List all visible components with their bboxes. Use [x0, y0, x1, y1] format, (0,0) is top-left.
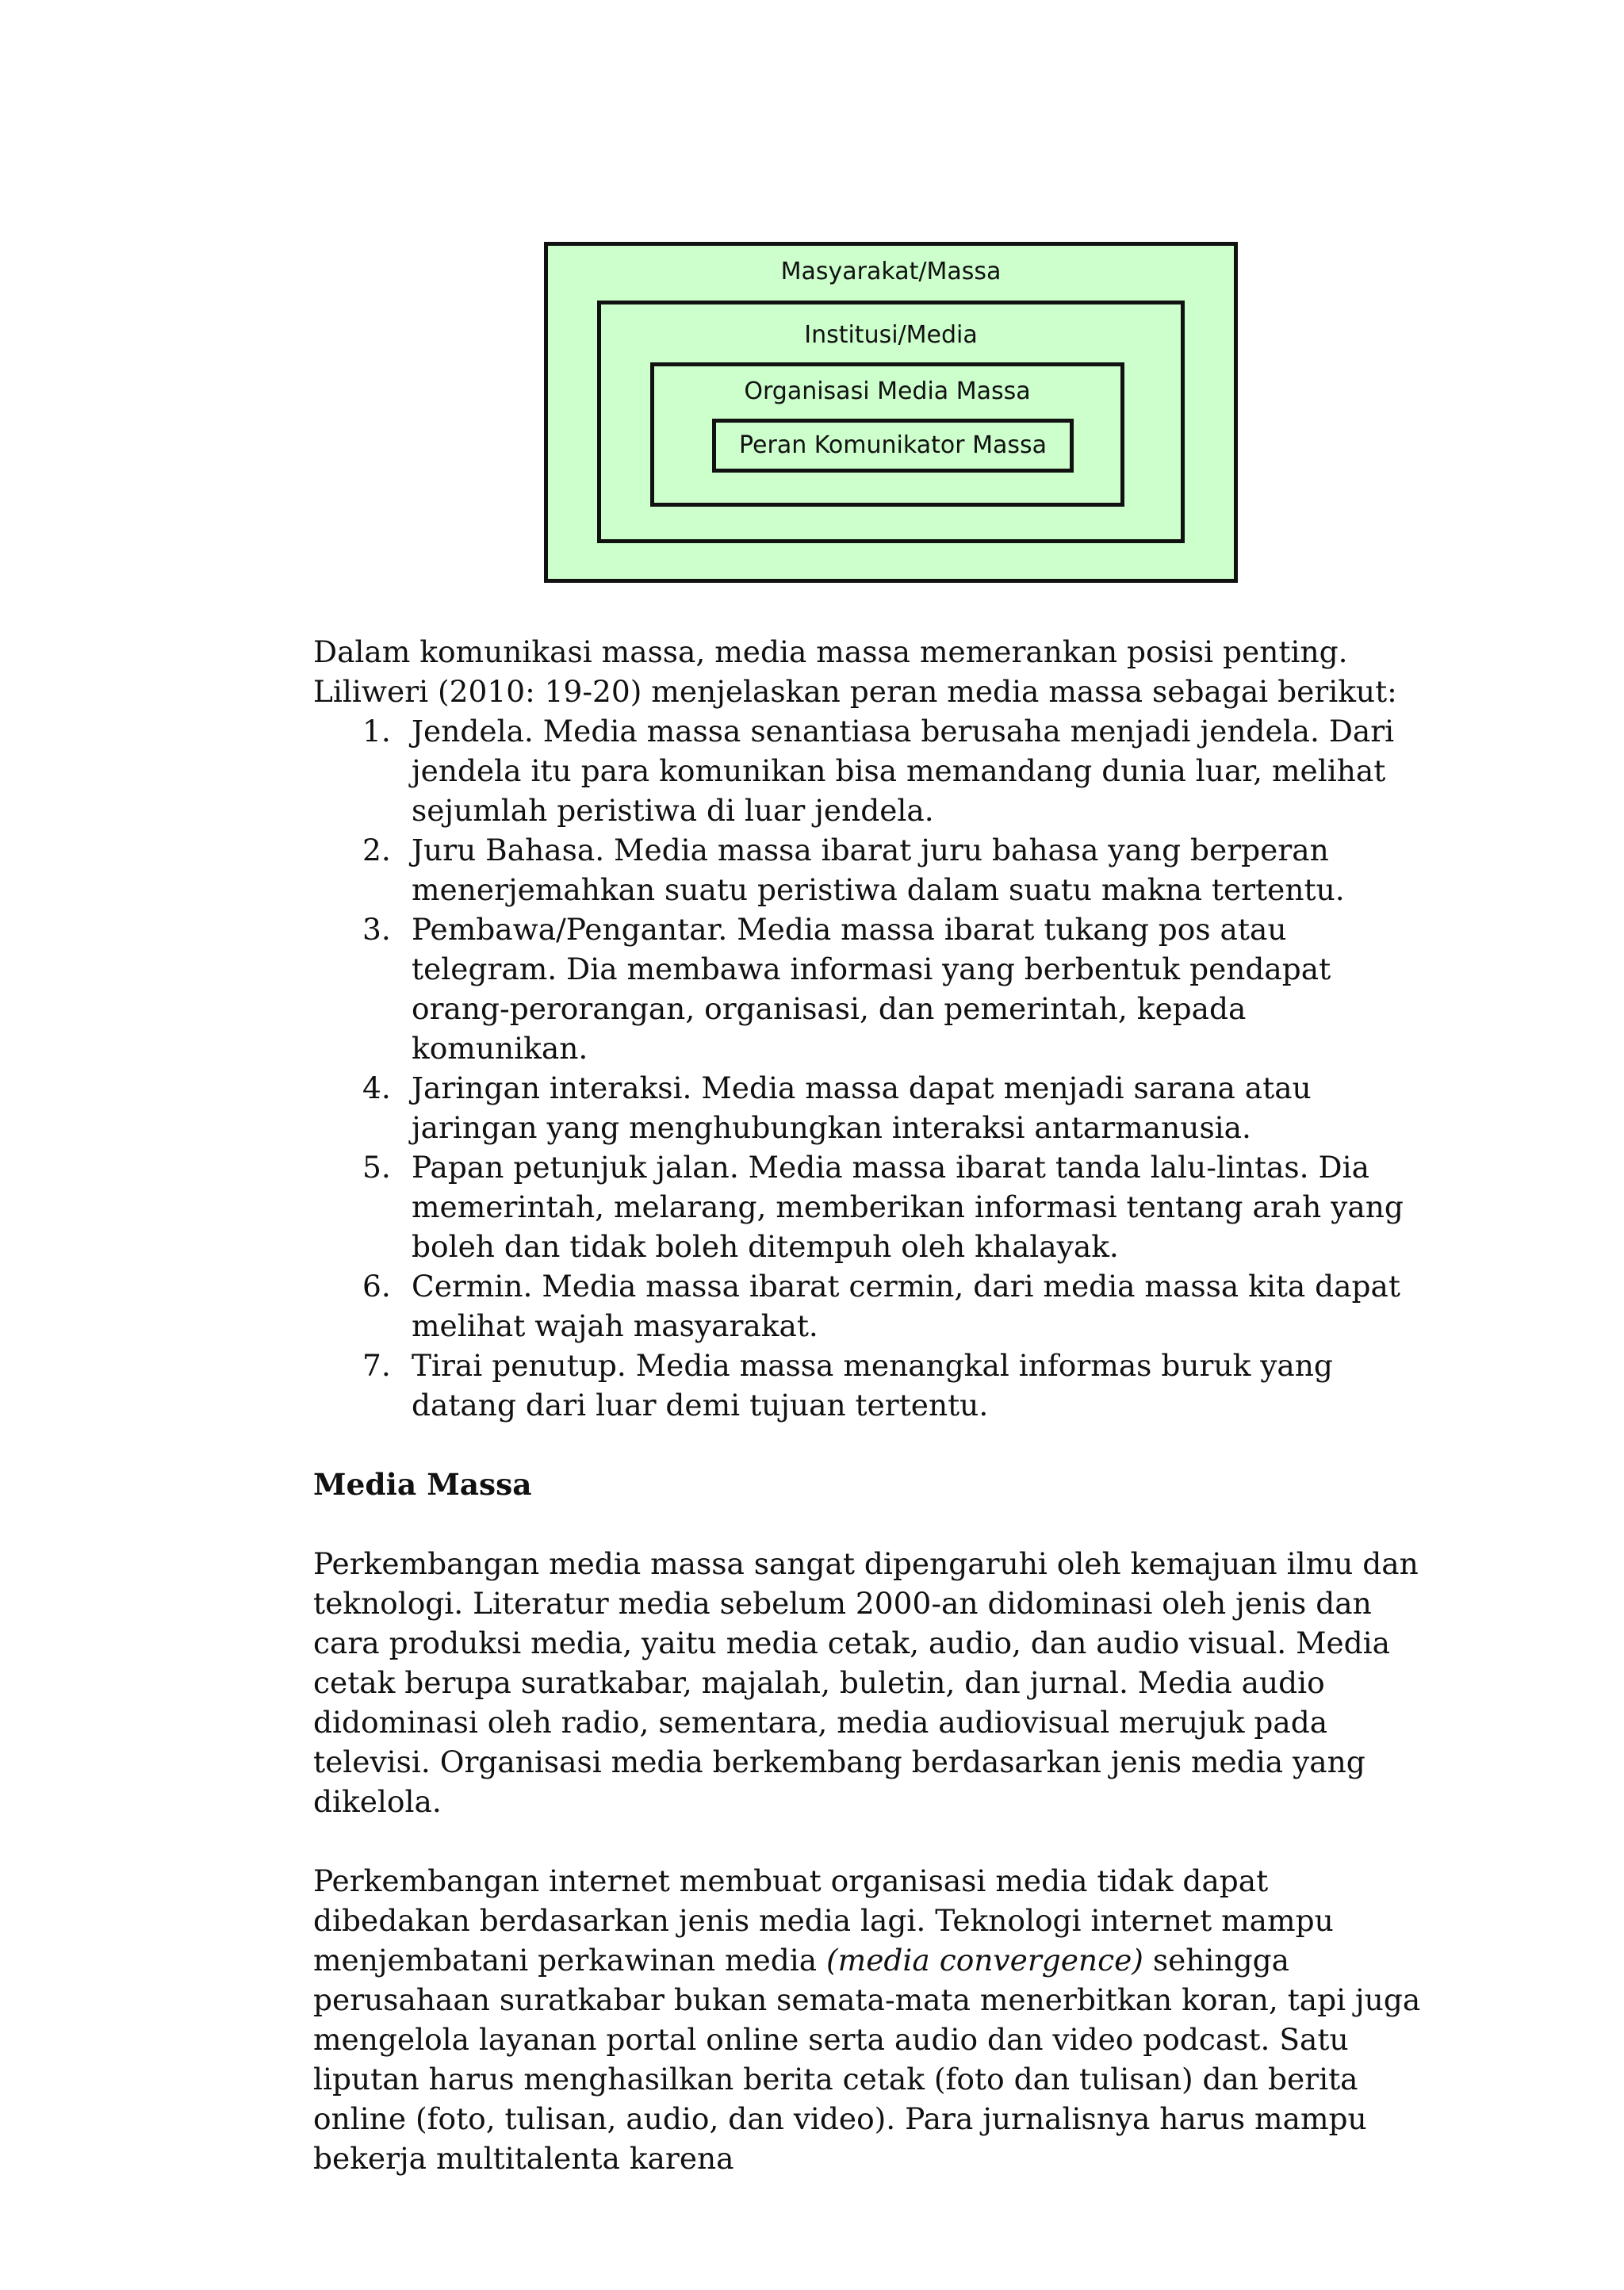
list-item	[313, 830, 1423, 909]
paragraph-2-italic: (media convergence)	[826, 1943, 1143, 1978]
paragraph-2-part-2: sehingga perusahaan suratkabar bukan semata-mata menerbitkan koran, tapi juga mengelola layanan portal online serta audio dan video podcast. Satu liputan harus menghasilkan berita cetak (foto dan tulisan) dan berita online (foto, tulisan, audio, dan video). Para jurnalisnya harus mampu bekerja multitalenta karena	[313, 1943, 1421, 2176]
document-body	[313, 632, 1423, 2178]
list-text: Cermin. Media massa ibarat cermin, dari media massa kita dapat melihat wajah masyarakat.	[412, 1269, 1400, 1343]
list-number: 2.	[362, 833, 391, 867]
list-text: Tirai penutup. Media massa menangkal informas buruk yang datang dari luar demi tujuan tertentu.	[412, 1348, 1333, 1423]
list-number: 7.	[362, 1348, 391, 1383]
paragraph-2-part-1: Perkembangan internet membuat organisasi media tidak dapat dibedakan berdasarkan jenis media lagi. Teknologi internet mampu menjembatani perkawinan media	[313, 1863, 1334, 1978]
list-number: 6.	[362, 1269, 391, 1304]
list-item	[313, 1068, 1423, 1147]
label-masyarakat-massa: Masyarakat/Massa	[780, 258, 1002, 285]
nested-media-diagram	[0, 0, 1624, 603]
paragraph-1: Perkembangan media massa sangat dipengaruhi oleh kemajuan ilmu dan teknologi. Literatur media sebelum 2000-an didominasi oleh jenis dan cara produksi media, yaitu media cetak, audio, dan audio visual. Media cetak berupa suratkabar, majalah, buletin, dan jurnal. Media audio didominasi oleh radio, sementara, media audiovisual merujuk pada televisi. Organisasi media berkembang berdasarkan jenis media yang dikelola.	[313, 1546, 1419, 1819]
intro-line-1: Dalam komunikasi massa, media massa memerankan posisi penting.	[313, 634, 1348, 669]
list-item	[313, 909, 1423, 1068]
list-number: 5.	[362, 1150, 391, 1185]
list-number: 4.	[362, 1070, 391, 1105]
list-text: Papan petunjuk jalan. Media massa ibarat tanda lalu-lintas. Dia memerintah, melarang, memberikan informasi tentang arah yang boleh dan tidak boleh ditempuh oleh khalayak.	[412, 1150, 1404, 1264]
roles-list	[313, 711, 1423, 1425]
label-organisasi-media-massa: Organisasi Media Massa	[744, 377, 1031, 405]
list-item	[313, 1266, 1423, 1346]
list-text: Jaringan interaksi. Media massa dapat menjadi sarana atau jaringan yang menghubungkan interaksi antarmanusia.	[412, 1070, 1312, 1145]
label-institusi-media: Institusi/Media	[804, 321, 978, 349]
list-text: Jendela. Media massa senantiasa berusaha menjadi jendela. Dari jendela itu para komunikan bisa memandang dunia luar, melihat sejumlah peristiwa di luar jendela.	[412, 714, 1395, 828]
box-peran-komunikator-massa	[712, 419, 1074, 473]
section-heading: Media Massa	[313, 1467, 532, 1502]
list-item	[313, 1346, 1423, 1425]
list-number: 3.	[362, 912, 391, 947]
list-item	[313, 711, 1423, 830]
list-item	[313, 1147, 1423, 1266]
paragraph-2	[313, 1861, 1423, 2178]
list-text: Juru Bahasa. Media massa ibarat juru bahasa yang berperan menerjemahkan suatu peristiwa dalam suatu makna tertentu.	[412, 833, 1345, 907]
list-text: Pembawa/Pengantar. Media massa ibarat tukang pos atau telegram. Dia membawa informasi yang berbentuk pendapat orang-perorangan, organisasi, dan pemerintah, kepada komunikan.	[412, 912, 1331, 1066]
list-number: 1.	[362, 714, 391, 749]
label-peran-komunikator-massa: Peran Komunikator Massa	[739, 431, 1047, 459]
intro-line-2: Liliweri (2010: 19-20) menjelaskan peran media massa sebagai berikut:	[313, 674, 1397, 709]
